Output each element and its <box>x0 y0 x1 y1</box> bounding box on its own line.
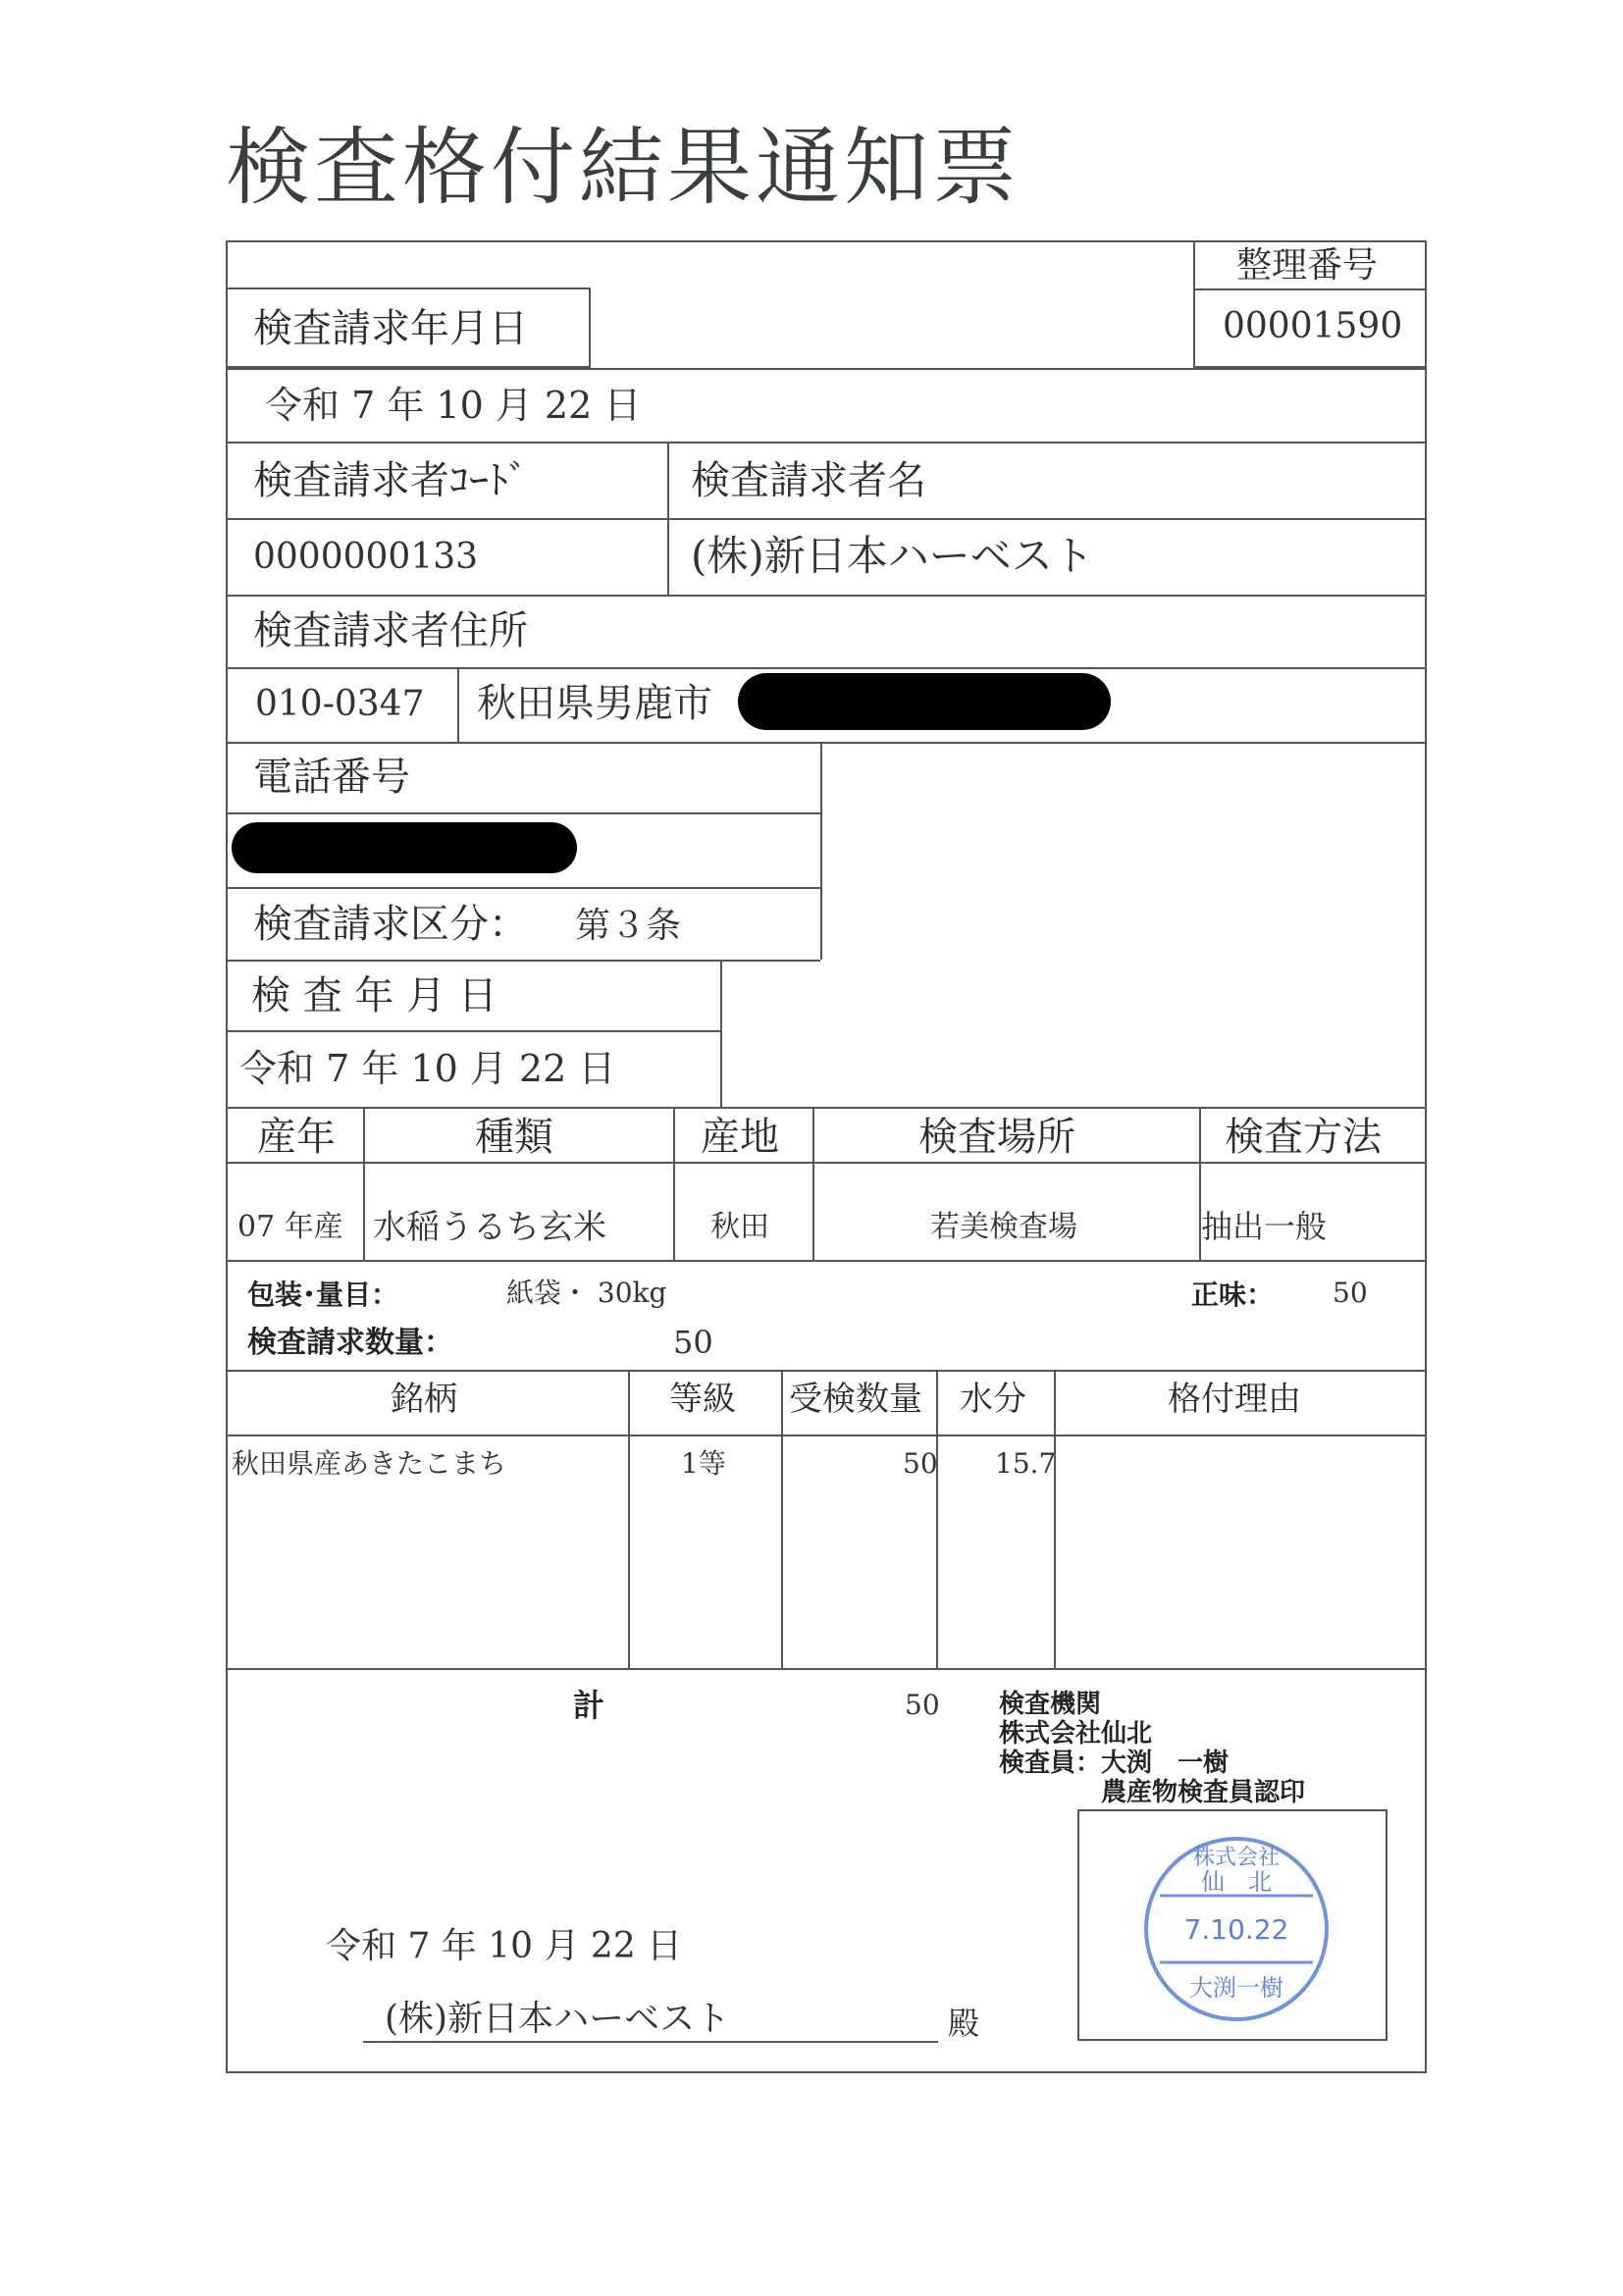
category-label: 検査請求区分： <box>253 902 528 947</box>
stamp-top: 株式会社 <box>1192 1846 1281 1870</box>
header-type: 種類 <box>475 1115 553 1160</box>
row-grade: 1等 <box>681 1447 726 1480</box>
agency-label: 検査機関 <box>999 1690 1102 1719</box>
header-brand: 銘柄 <box>391 1380 457 1419</box>
seiri-value: 00001590 <box>1223 306 1403 346</box>
requester-name-value: (株)新日本ハーベスト <box>691 532 1094 580</box>
row-qty: 50 <box>903 1447 938 1480</box>
packaging-value: 紙袋・ 30kg <box>506 1277 667 1309</box>
qty-label: 検査請求数量： <box>247 1326 453 1360</box>
row-moisture: 15.7 <box>995 1447 1057 1480</box>
inspection-date-value: 令和 7 年 10 月 22 日 <box>239 1047 616 1090</box>
document-title: 検査格付結果通知票 <box>226 119 1021 217</box>
cell-origin: 秋田 <box>710 1210 769 1244</box>
packaging-label: 包装･量目： <box>247 1278 399 1311</box>
agency-inspector: 検査員：大渕 一樹 <box>999 1748 1230 1778</box>
row-brand: 秋田県産あきたこまち <box>232 1447 507 1480</box>
phone-label: 電話番号 <box>253 755 410 800</box>
total-label: 計 <box>573 1687 605 1724</box>
stamp-date: 7.10.22 <box>1183 1913 1289 1946</box>
header-year: 産年 <box>257 1115 336 1160</box>
stamp-name: 大渕一樹 <box>1189 1974 1283 2002</box>
net-value: 50 <box>1333 1277 1368 1309</box>
seiri-label: 整理番号 <box>1236 245 1379 286</box>
header-origin: 産地 <box>701 1115 779 1160</box>
total-value: 50 <box>905 1689 940 1721</box>
header-reason: 格付理由 <box>1168 1380 1301 1419</box>
requester-code-label: 検査請求者ｺｰﾄﾞ <box>253 458 528 503</box>
header-moisture: 水分 <box>960 1380 1026 1419</box>
qty-value: 50 <box>673 1324 713 1361</box>
request-date-label: 検査請求年月日 <box>253 306 528 351</box>
inspection-date-label: 検 査 年 月 日 <box>251 973 497 1018</box>
category-value: 第３条 <box>575 906 682 946</box>
cell-place: 若美検査場 <box>930 1210 1077 1244</box>
cell-year: 07 年産 <box>237 1210 343 1244</box>
requester-name-label: 検査請求者名 <box>691 458 926 503</box>
cell-type: 水稲うるち玄米 <box>373 1208 606 1247</box>
footer-date: 令和 7 年 10 月 22 日 <box>326 1926 683 1966</box>
cell-method: 抽出一般 <box>1201 1208 1328 1245</box>
address-value: 秋田県男鹿市 <box>477 681 712 726</box>
header-grade: 等級 <box>669 1380 736 1419</box>
stamp-company: 仙 北 <box>1201 1868 1272 1896</box>
header-place: 検査場所 <box>918 1115 1075 1160</box>
net-label: 正味： <box>1191 1278 1275 1311</box>
footer-honorific: 殿 <box>948 2005 980 2042</box>
addressee-underline <box>363 2041 938 2043</box>
seal-label: 農産物検査員認印 <box>1101 1778 1306 1807</box>
header-qty: 受検数量 <box>789 1380 922 1419</box>
agency-name: 株式会社仙北 <box>999 1719 1153 1748</box>
footer-addressee: (株)新日本ハーベスト <box>385 1999 731 2039</box>
request-date-value: 令和 7 年 10 月 22 日 <box>265 384 642 427</box>
requester-code-value: 0000000133 <box>253 537 479 577</box>
header-method: 検査方法 <box>1225 1115 1382 1160</box>
phone-redaction <box>232 822 577 873</box>
address-label: 検査請求者住所 <box>253 608 528 653</box>
address-redaction <box>738 673 1111 730</box>
inspector-stamp <box>1138 1831 1335 2027</box>
postal-code: 010-0347 <box>255 684 425 724</box>
